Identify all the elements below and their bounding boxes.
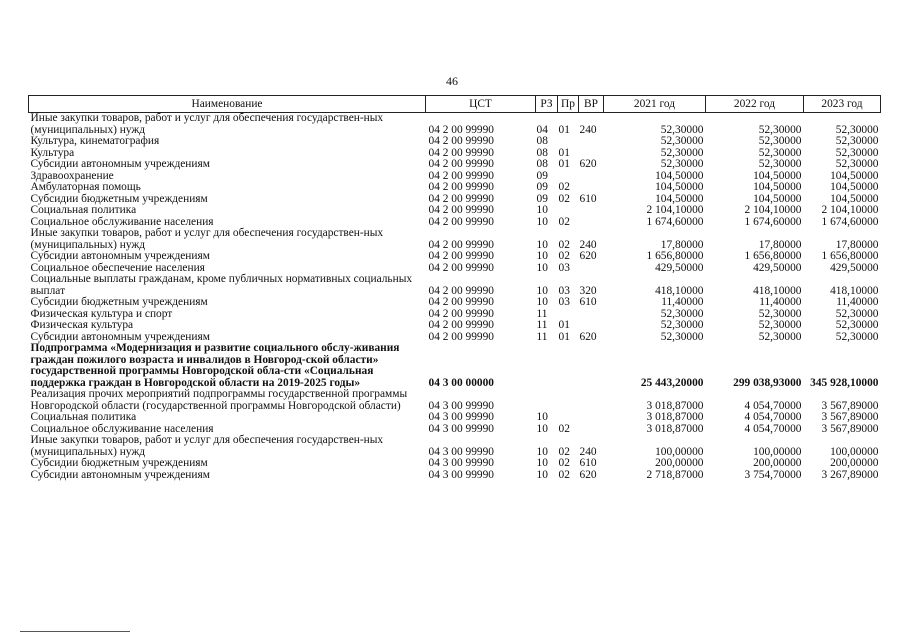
row-vr (579, 343, 604, 389)
row-vr (579, 263, 604, 275)
row-cst: 04 3 00 99990 (428, 468, 494, 481)
header-pr: Пр (558, 96, 579, 113)
row-vr (579, 182, 604, 194)
row-vr (579, 320, 604, 332)
row-cst: 04 2 00 99990 (428, 284, 494, 297)
row-cst: 04 3 00 99990 (428, 445, 494, 458)
row-value-2023: 2 104,10000 (821, 204, 879, 216)
header-vr: ВР (579, 96, 604, 113)
row-cst: 04 3 00 99990 (428, 457, 494, 469)
row-rz: 10 (536, 457, 548, 469)
row-value-2021: 429,50000 (655, 261, 704, 274)
budget-table (28, 95, 881, 481)
row-value-2023: 1 656,80000 (821, 250, 879, 262)
row-name: Социальная политика (30, 411, 137, 423)
row-value-2022: 104,50000 (753, 181, 802, 193)
row-name: Физическая культура и спорт (30, 307, 173, 320)
row-name: Субсидии автономным учреждениям (30, 158, 210, 170)
row-rz: 10 (536, 411, 548, 423)
row-vr: 620 (579, 468, 597, 481)
row-value-2022: 429,50000 (753, 261, 802, 274)
row-value-2023: 429,50000 (830, 261, 879, 274)
table-row (29, 113, 881, 137)
row-value-2022: 418,10000 (753, 284, 802, 297)
row-value-2022: 4 054,70000 (744, 399, 802, 412)
row-name: Субсидии автономным учреждениям (30, 330, 210, 343)
row-value-2021: 2 104,10000 (646, 204, 704, 216)
row-value-2021: 52,30000 (660, 330, 704, 343)
row-value-2023: 3 567,89000 (821, 399, 879, 412)
row-cst: 04 2 00 99990 (428, 330, 494, 343)
row-pr (558, 412, 579, 424)
row-value-2022: 52,30000 (758, 158, 802, 170)
row-vr: 240 (579, 238, 597, 251)
row-rz: 10 (536, 215, 548, 228)
row-rz: 10 (536, 204, 548, 216)
row-pr (558, 343, 579, 389)
row-rz: 09 (536, 181, 548, 193)
row-rz: 11 (536, 307, 548, 320)
row-name: Амбулаторная помощь (30, 181, 141, 193)
row-pr: 03 (558, 261, 570, 274)
row-rz: 08 (536, 146, 548, 159)
table-row (29, 205, 881, 217)
row-name: Подпрограмма «Модернизация и развитие социального обслу-живания граждан пожилого возраста и инвалидов в Новгород-ской области» государственной программы Новгородской обла-сти «Социальная поддержка граждан в Новгородской области на 2019-2025 годы» (30, 342, 400, 389)
row-name: Социальное обеспечение населения (30, 261, 205, 274)
table-row (29, 228, 881, 251)
table-row (29, 251, 881, 263)
row-vr (579, 412, 604, 424)
row-pr: 01 (558, 146, 570, 159)
row-vr: 320 (579, 284, 597, 297)
row-rz: 10 (536, 261, 548, 274)
row-value-2023: 3 567,89000 (821, 411, 879, 423)
row-value-2022: 52,30000 (758, 146, 802, 159)
row-vr: 620 (579, 158, 597, 170)
row-value-2022: 52,30000 (758, 307, 802, 320)
row-rz: 10 (536, 238, 548, 251)
row-pr: 02 (558, 181, 570, 193)
row-cst: 04 2 00 99990 (428, 296, 494, 308)
row-value-2023: 52,30000 (835, 135, 879, 147)
row-cst: 04 2 00 99990 (428, 204, 494, 216)
row-value-2023: 418,10000 (830, 284, 879, 297)
row-pr: 02 (558, 192, 570, 205)
row-value-2021: 104,50000 (655, 181, 704, 193)
row-cst: 04 2 00 99990 (428, 158, 494, 170)
row-value-2023: 11,40000 (836, 296, 879, 308)
row-pr: 02 (558, 468, 570, 481)
row-value-2022: 104,50000 (753, 192, 802, 205)
row-name: Физическая культура (30, 319, 134, 331)
row-cst: 04 2 00 99990 (428, 135, 494, 147)
row-name: Реализация прочих мероприятий подпрограммы государственной программы Новгородской области (государственной программы Новгородской области) (30, 388, 408, 412)
table-body (29, 113, 881, 482)
row-value-2022: 2 104,10000 (744, 204, 802, 216)
row-pr: 01 (558, 123, 570, 136)
row-cst: 04 2 00 99990 (428, 215, 494, 228)
row-pr (558, 136, 579, 148)
row-value-2023: 100,00000 (830, 445, 879, 458)
row-cst: 04 2 00 99990 (428, 319, 494, 331)
row-value-2021: 52,30000 (660, 123, 704, 136)
row-rz: 08 (536, 135, 548, 147)
row-value-2022: 52,30000 (758, 123, 802, 136)
table-row (29, 343, 881, 389)
row-value-2021: 3 018,87000 (646, 422, 704, 435)
table-row (29, 136, 881, 148)
row-pr (558, 389, 579, 412)
row-cst: 04 3 00 99990 (428, 411, 494, 423)
row-name: Субсидии автономным учреждениям (30, 468, 210, 481)
row-vr (579, 136, 604, 148)
row-vr: 240 (579, 445, 597, 458)
row-vr: 610 (579, 192, 597, 205)
row-value-2022: 52,30000 (758, 330, 802, 343)
row-name: Социальные выплаты гражданам, кроме публичных нормативных социальных выплат (30, 273, 413, 297)
row-rz: 10 (536, 250, 548, 262)
header-rz: РЗ (536, 96, 558, 113)
row-name: Иные закупки товаров, работ и услуг для обеспечения государствен-ных (муниципальных) нужд (30, 434, 384, 458)
table-row (29, 389, 881, 412)
row-value-2021: 52,30000 (660, 146, 704, 159)
row-name: Культура (30, 146, 75, 159)
row-rz: 09 (536, 192, 548, 205)
row-rz: 11 (536, 319, 548, 331)
row-value-2021: 104,50000 (655, 192, 704, 205)
row-value-2021: 418,10000 (655, 284, 704, 297)
row-name: Иные закупки товаров, работ и услуг для обеспечения государствен-ных (муниципальных) нужд (30, 227, 384, 251)
row-value-2023: 104,50000 (830, 181, 879, 193)
row-vr: 240 (579, 123, 597, 136)
row-value-2022: 1 674,60000 (744, 215, 802, 228)
table-row (29, 320, 881, 332)
row-vr: 610 (579, 296, 597, 308)
row-value-2021: 3 018,87000 (646, 411, 704, 423)
row-pr: 01 (558, 158, 570, 170)
row-name: Социальное обслуживание населения (30, 422, 214, 435)
row-cst: 04 2 00 99990 (428, 250, 494, 262)
table-row (29, 274, 881, 297)
row-value-2023: 52,30000 (835, 158, 879, 170)
row-value-2021: 1 656,80000 (646, 250, 704, 262)
row-pr: 02 (558, 215, 570, 228)
table-row (29, 470, 881, 482)
row-value-2021: 52,30000 (660, 135, 704, 147)
row-value-2022: 4 054,70000 (744, 411, 802, 423)
row-value-2021: 3 018,87000 (646, 399, 704, 412)
row-rz: 10 (536, 468, 548, 481)
row-vr (579, 309, 604, 321)
row-value-2023: 345 928,10000 (810, 376, 879, 389)
row-value-2021: 25 443,20000 (640, 376, 704, 389)
row-pr: 01 (558, 330, 570, 343)
header-2022: 2022 год (706, 96, 804, 113)
row-cst: 04 2 00 99990 (428, 238, 494, 251)
row-value-2022: 4 054,70000 (744, 422, 802, 435)
row-value-2021: 100,00000 (655, 445, 704, 458)
row-name: Субсидии автономным учреждениям (30, 250, 210, 262)
row-name: Социальная политика (30, 204, 137, 216)
row-value-2022: 100,00000 (753, 445, 802, 458)
row-name: Субсидии бюджетным учреждениям (30, 457, 208, 469)
row-vr: 610 (579, 457, 597, 469)
row-cst: 04 3 00 99990 (428, 399, 494, 412)
row-pr: 02 (558, 457, 570, 469)
row-pr: 02 (558, 238, 570, 251)
page-number: 46 (446, 74, 458, 88)
row-value-2022: 11,40000 (759, 296, 802, 308)
row-cst: 04 3 00 99990 (428, 422, 494, 435)
row-value-2023: 17,80000 (835, 238, 879, 251)
row-rz: 10 (536, 445, 548, 458)
row-cst: 04 2 00 99990 (428, 146, 494, 159)
row-vr (579, 424, 604, 436)
row-value-2022: 52,30000 (758, 319, 802, 331)
row-name: Культура, кинематография (30, 135, 160, 147)
row-value-2022: 1 656,80000 (744, 250, 802, 262)
row-vr: 620 (579, 330, 597, 343)
row-value-2022: 104,50000 (753, 169, 802, 182)
row-value-2021: 52,30000 (660, 158, 704, 170)
row-pr (558, 205, 579, 217)
row-cst: 04 2 00 99990 (428, 307, 494, 320)
row-value-2021: 200,00000 (655, 457, 704, 469)
row-vr (579, 217, 604, 229)
row-name: Социальное обслуживание населения (30, 215, 214, 228)
row-value-2022: 52,30000 (758, 135, 802, 147)
row-value-2023: 1 674,60000 (821, 215, 879, 228)
header-2023: 2023 год (804, 96, 881, 113)
row-rz: 04 (536, 123, 548, 136)
row-rz: 11 (536, 330, 548, 343)
table-row (29, 412, 881, 424)
header-cst: ЦСТ (426, 96, 536, 113)
row-value-2023: 52,30000 (835, 330, 879, 343)
row-value-2021: 52,30000 (660, 319, 704, 331)
row-rz: 10 (536, 422, 548, 435)
table-header-row (29, 96, 881, 113)
row-vr: 620 (579, 250, 597, 262)
row-cst: 04 2 00 99990 (428, 123, 494, 136)
row-value-2023: 104,50000 (830, 169, 879, 182)
row-vr (579, 389, 604, 412)
row-value-2022: 200,00000 (753, 457, 802, 469)
row-value-2023: 52,30000 (835, 319, 879, 331)
row-name: Иные закупки товаров, работ и услуг для обеспечения государствен-ных (муниципальных) нужд (30, 112, 384, 136)
row-value-2023: 52,30000 (835, 146, 879, 159)
row-cst: 04 2 00 99990 (428, 181, 494, 193)
row-pr: 02 (558, 445, 570, 458)
row-rz: 10 (536, 296, 548, 308)
row-value-2021: 11,40000 (661, 296, 704, 308)
row-pr: 02 (558, 250, 570, 262)
row-rz (536, 343, 558, 389)
row-cst: 04 2 00 99990 (428, 192, 494, 205)
row-vr (579, 205, 604, 217)
row-rz: 10 (536, 284, 548, 297)
table-row (29, 159, 881, 171)
table-row (29, 297, 881, 309)
row-vr (579, 171, 604, 183)
row-value-2023: 52,30000 (835, 307, 879, 320)
row-pr: 01 (558, 319, 570, 331)
row-value-2022: 299 038,93000 (733, 376, 802, 389)
footer-rule (20, 631, 130, 632)
row-name: Здравоохранение (30, 169, 114, 182)
row-cst: 04 3 00 00000 (428, 376, 494, 389)
row-value-2021: 52,30000 (660, 307, 704, 320)
row-value-2021: 2 718,87000 (646, 468, 704, 481)
row-pr: 03 (558, 284, 570, 297)
row-pr: 03 (558, 296, 570, 308)
row-value-2021: 1 674,60000 (646, 215, 704, 228)
row-name: Субсидии бюджетным учреждениям (30, 192, 208, 205)
row-pr: 02 (558, 422, 570, 435)
row-value-2021: 17,80000 (660, 238, 704, 251)
row-cst: 04 2 00 99990 (428, 169, 494, 182)
row-value-2023: 3 567,89000 (821, 422, 879, 435)
table-row (29, 435, 881, 458)
row-value-2023: 200,00000 (830, 457, 879, 469)
row-rz: 09 (536, 169, 548, 182)
row-value-2022: 3 754,70000 (744, 468, 802, 481)
table-row (29, 458, 881, 470)
row-name: Субсидии бюджетным учреждениям (30, 296, 208, 308)
row-value-2022: 17,80000 (758, 238, 802, 251)
row-value-2023: 3 267,89000 (821, 468, 879, 481)
header-name: Наименование (29, 96, 426, 113)
row-value-2021: 104,50000 (655, 169, 704, 182)
table-row (29, 182, 881, 194)
row-rz (536, 389, 558, 412)
row-value-2023: 52,30000 (835, 123, 879, 136)
row-cst: 04 2 00 99990 (428, 261, 494, 274)
row-rz: 08 (536, 158, 548, 170)
row-value-2023: 104,50000 (830, 192, 879, 205)
header-2021: 2021 год (604, 96, 706, 113)
